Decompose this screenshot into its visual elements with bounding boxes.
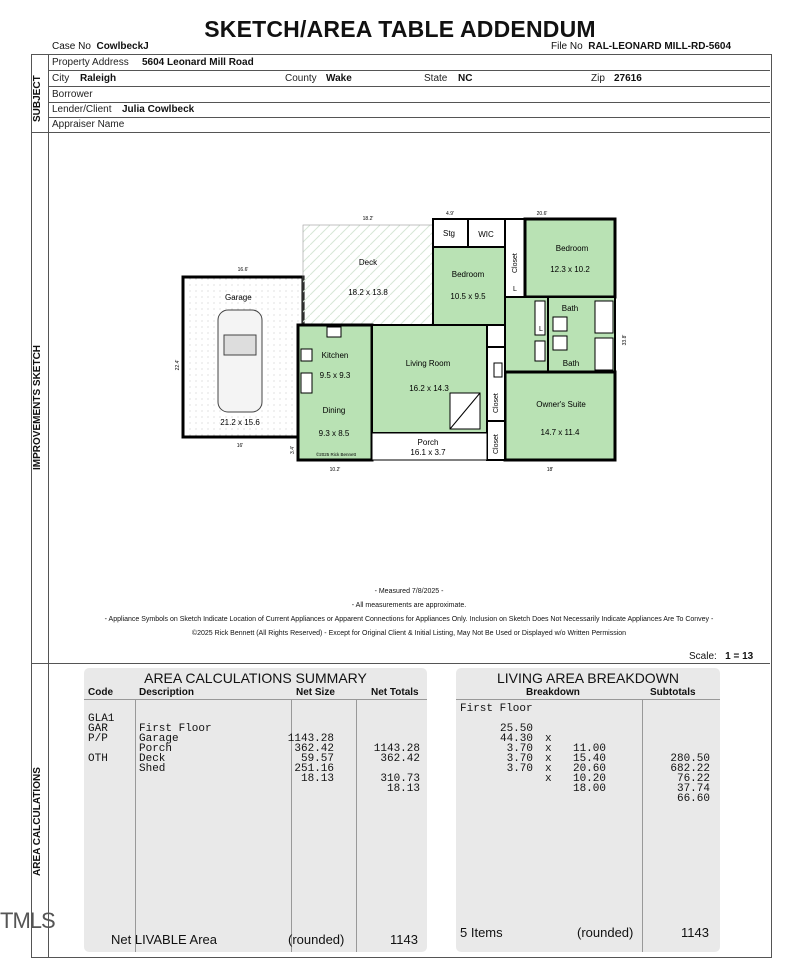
property-label: Property Address xyxy=(52,57,129,68)
items-count: 5 Items xyxy=(460,925,503,940)
deck-area xyxy=(303,225,433,325)
linen-label-2: L xyxy=(539,326,543,333)
file-value: RAL-LEONARD MILL-RD-5604 xyxy=(588,41,732,52)
row-net-size: 1143.28 xyxy=(287,733,334,745)
dim-dining-bottom: 10.2' xyxy=(329,467,341,473)
bedroom-2-dims: 12.3 x 10.2 xyxy=(550,265,590,274)
vanity-icon-2 xyxy=(535,341,545,361)
living-room-dims: 16.2 x 14.3 xyxy=(409,384,449,393)
toilet-icon xyxy=(553,317,567,331)
state-value: NC xyxy=(458,73,473,84)
case-no xyxy=(52,41,149,52)
row-description: First Floor xyxy=(139,723,212,735)
breakdown-total: 1143 xyxy=(681,925,709,940)
row-description: Porch xyxy=(139,743,173,755)
zip-label: Zip xyxy=(591,73,605,84)
dim-bed-top: 20.6' xyxy=(536,211,548,217)
row-width: 20.60 xyxy=(572,763,606,775)
closet-2-label: Closet xyxy=(493,393,500,413)
sketch-section-label: IMPROVEMENTS SKETCH xyxy=(32,344,43,470)
sketch-notes xyxy=(48,585,770,641)
dim-garage-left: 22.4' xyxy=(175,359,181,371)
row-width: 15.40 xyxy=(572,753,606,765)
city-label: City xyxy=(52,73,70,84)
property-value: 5604 Leonard Mill Road xyxy=(142,57,254,68)
kitchen-dims: 9.5 x 9.3 xyxy=(319,371,351,380)
scale xyxy=(689,651,753,662)
bedroom-2-label: Bedroom xyxy=(555,244,589,253)
row-code: GLA1 xyxy=(88,713,115,725)
dim-right-side: 33.8' xyxy=(622,334,628,346)
scale-label: Scale: xyxy=(689,651,717,662)
row-times: x xyxy=(545,763,552,775)
bedroom-2 xyxy=(525,219,615,297)
city-row xyxy=(48,71,770,87)
garage-label: Garage xyxy=(225,293,252,302)
linen-label: L xyxy=(513,286,517,293)
breakdown-rows xyxy=(456,714,720,805)
deck-dims: 18.2 x 13.8 xyxy=(348,288,388,297)
row-subtotal: 66.60 xyxy=(676,793,710,805)
water-heater-icon xyxy=(494,363,502,377)
county-label: County xyxy=(285,73,317,84)
net-livable-rounded: (rounded) xyxy=(288,932,345,947)
row-subtotal: 37.74 xyxy=(676,783,710,795)
row-net-size: 251.16 xyxy=(294,763,334,775)
row-net-totals: 18.13 xyxy=(386,783,420,795)
dining-dims: 9.3 x 8.5 xyxy=(318,429,350,438)
breakdown-title: LIVING AREA BREAKDOWN xyxy=(496,670,680,686)
breakdown-rounded: (rounded) xyxy=(577,925,634,940)
fridge-icon xyxy=(301,373,312,393)
stg-label: Stg xyxy=(442,229,456,238)
dim-garage-top: 16.6' xyxy=(237,267,249,273)
county-value: Wake xyxy=(326,73,352,84)
row-description: Shed xyxy=(139,763,166,775)
bath-1-label: Bath xyxy=(561,304,579,313)
dim-garage-bottom: 16' xyxy=(236,443,244,449)
city-value: Raleigh xyxy=(80,73,117,84)
breakdown-group: First Floor xyxy=(460,703,533,715)
wic-label: WIC xyxy=(478,230,494,239)
row-width: 10.20 xyxy=(572,773,606,785)
row-length: 44.30 xyxy=(499,733,533,745)
state-label: State xyxy=(424,73,448,84)
col-net-size: Net Size xyxy=(296,687,335,698)
row-net-size: 59.57 xyxy=(300,753,334,765)
page-title: SKETCH/AREA TABLE ADDENDUM xyxy=(204,16,596,42)
dim-stg-top: 4.9' xyxy=(446,211,454,217)
deck-label: Deck xyxy=(358,258,378,267)
closet-1-label: Closet xyxy=(512,253,519,273)
col-breakdown: Breakdown xyxy=(526,687,580,698)
owners-suite-label: Owner's Suite xyxy=(536,400,586,409)
borrower-label: Borrower xyxy=(52,89,93,100)
living-room-label: Living Room xyxy=(405,359,451,368)
scale-value: 1 = 13 xyxy=(725,651,754,662)
appraiser-row xyxy=(48,117,770,133)
row-subtotal: 76.22 xyxy=(676,773,710,785)
row-description: Deck xyxy=(139,753,166,765)
breakdown-panel xyxy=(456,668,720,952)
col-description: Description xyxy=(139,687,195,698)
owners-suite xyxy=(505,372,615,460)
area-section-label: AREA CALCULATIONS xyxy=(32,767,43,876)
row-width: 11.00 xyxy=(572,743,606,755)
row-code: GAR xyxy=(88,723,108,735)
note-approx: - All measurements are approximate. xyxy=(351,602,467,609)
bath-2-label: Bath xyxy=(562,359,580,368)
sketch-copyright: ©2025 Rick Bennett xyxy=(315,452,357,457)
summary-rows xyxy=(84,704,427,795)
owners-suite-dims: 14.7 x 11.4 xyxy=(540,428,580,437)
note-appliance: - Appliance Symbols on Sketch Indicate Location of Current Appliances or Apparent Connections for Appliances Only. Inclusion on Sketch Does Not Necessarily Indicate Appliances Are To Convey - xyxy=(104,616,714,623)
car-icon xyxy=(218,310,262,412)
net-livable-value: 1143 xyxy=(390,932,418,947)
range-icon xyxy=(301,349,312,361)
row-description: Garage xyxy=(139,733,179,745)
dim-dining-left: 3.4' xyxy=(290,446,296,454)
row-code: P/P xyxy=(88,733,108,745)
row-times: x xyxy=(545,733,552,745)
breakdown-header-rule xyxy=(456,699,720,700)
row-times: x xyxy=(545,743,552,755)
row-length: 3.70 xyxy=(506,753,533,765)
borrower-row xyxy=(48,87,770,103)
property-row xyxy=(48,55,770,71)
floor-plan xyxy=(170,205,630,480)
row-net-size: 362.42 xyxy=(294,743,334,755)
row-net-totals: 310.73 xyxy=(380,773,420,785)
note-copyright: ©2025 Rick Bennett (All Rights Reserved) - Except for Original Client & Initial Listing, May Not Be Used or Displayed w/o Written Permission xyxy=(191,630,627,637)
col-subtotals: Subtotals xyxy=(650,687,696,698)
appraiser-label: Appraiser Name xyxy=(52,119,125,130)
row-length: 3.70 xyxy=(506,763,533,775)
area-divider xyxy=(48,663,770,664)
file-no xyxy=(551,41,731,52)
summary-panel xyxy=(84,668,427,952)
row-subtotal: 682.22 xyxy=(670,763,710,775)
bedroom-1-dims: 10.5 x 9.5 xyxy=(450,292,486,301)
car-windshield xyxy=(224,335,256,355)
file-label: File No xyxy=(551,41,583,52)
dim-deck-top: 18.2' xyxy=(362,216,374,222)
row-code: OTH xyxy=(88,753,108,765)
garage-dims: 21.2 x 15.6 xyxy=(220,418,260,427)
lender-value: Julia Cowlbeck xyxy=(122,104,195,115)
row-subtotal: 280.50 xyxy=(670,753,710,765)
case-value: CowlbeckJ xyxy=(96,41,149,52)
col-code: Code xyxy=(88,687,113,698)
row-width: 18.00 xyxy=(572,783,606,795)
row-times: x xyxy=(545,773,552,785)
tub-icon xyxy=(595,338,613,370)
net-livable-label: Net LIVABLE Area xyxy=(111,932,217,947)
row-net-size: 18.13 xyxy=(300,773,334,785)
row-net-totals: 1143.28 xyxy=(373,743,420,755)
toilet-icon-2 xyxy=(553,336,567,350)
sink-icon xyxy=(327,327,341,337)
zip-value: 27616 xyxy=(614,73,642,84)
porch-label: Porch xyxy=(417,438,439,447)
dim-suite-bottom: 18' xyxy=(546,467,554,473)
col-net-totals: Net Totals xyxy=(371,687,419,698)
row-net-totals: 362.42 xyxy=(380,753,420,765)
case-label: Case No xyxy=(52,41,91,52)
bedroom-1-label: Bedroom xyxy=(451,270,485,279)
lender-row xyxy=(48,102,770,118)
row-length: 25.50 xyxy=(499,723,533,735)
subject-section-label: SUBJECT xyxy=(32,75,43,122)
dining-label: Dining xyxy=(322,406,346,415)
shower-icon xyxy=(595,301,613,333)
summary-title: AREA CALCULATIONS SUMMARY xyxy=(144,670,367,686)
porch-dims: 16.1 x 3.7 xyxy=(410,448,446,457)
row-times: x xyxy=(545,753,552,765)
tmls-watermark: TMLS xyxy=(0,908,55,933)
closet-3-label: Closet xyxy=(493,434,500,454)
note-measured: - Measured 7/8/2025 - xyxy=(374,588,444,595)
row-length: 3.70 xyxy=(506,743,533,755)
lender-label: Lender/Client xyxy=(52,104,112,115)
bedroom-1 xyxy=(433,247,505,325)
kitchen-label: Kitchen xyxy=(321,351,349,360)
